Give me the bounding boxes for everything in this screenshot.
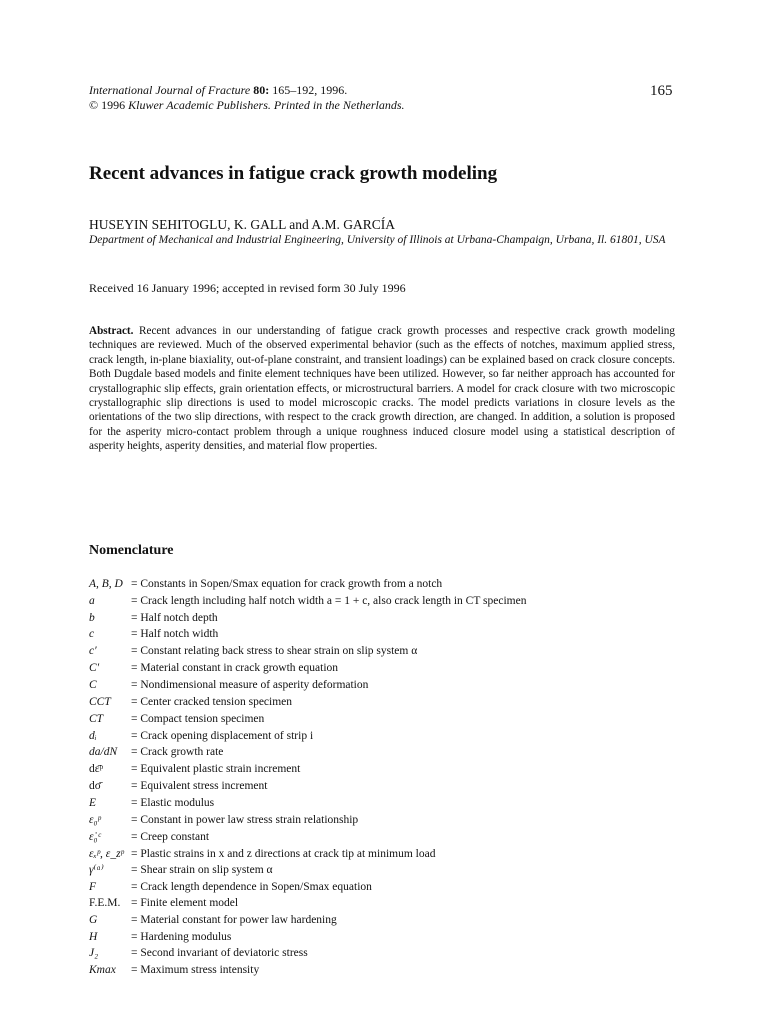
journal-pages-year: 165–192, 1996. [272, 83, 348, 97]
nomenclature-symbol: a [89, 595, 95, 607]
nomenclature-definition: = Hardening modulus [131, 931, 232, 943]
nomenclature-symbol: CT [89, 713, 104, 725]
received-dates: Received 16 January 1996; accepted in revised form 30 July 1996 [89, 281, 406, 295]
nomenclature-definition: = Crack opening displacement of strip i [131, 730, 314, 742]
nomenclature-symbol: εₓᵖ, ε_zᵖ [89, 848, 124, 860]
nomenclature-symbol: J₂ [89, 947, 99, 959]
copyright: © 1996 [89, 98, 126, 112]
nomenclature-definition: = Constant in power law stress strain relationship [131, 814, 359, 826]
page-number: 165 [650, 83, 673, 99]
nomenclature-definition: = Constant relating back stress to shear strain on slip system α [131, 645, 418, 657]
nomenclature-definition: = Equivalent stress increment [131, 780, 268, 792]
nomenclature-definition: = Half notch width [131, 628, 219, 640]
nomenclature-definition: = Crack length dependence in Sopen/Smax equation [131, 881, 372, 893]
paper-title: Recent advances in fatigue crack growth modeling [89, 163, 498, 184]
nomenclature-symbol: Kmax [89, 964, 116, 976]
nomenclature-definition: = Finite element model [131, 897, 239, 909]
nomenclature-definition: = Crack growth rate [131, 746, 224, 758]
nomenclature-symbol: C [89, 679, 97, 691]
nomenclature-definition: = Constants in Sopen/Smax equation for crack growth from a notch [131, 578, 443, 590]
nomenclature-definition: = Elastic modulus [131, 797, 215, 809]
nomenclature-symbol: dε̄ᵖ [89, 763, 104, 775]
nomenclature-symbol: b [89, 612, 95, 624]
nomenclature-heading: Nomenclature [89, 543, 174, 558]
nomenclature-symbol: F [89, 881, 97, 893]
nomenclature-symbol: dσ̄ [89, 780, 101, 792]
nomenclature-definition: = Material constant in crack growth equation [131, 662, 339, 674]
journal-citation [89, 83, 405, 113]
nomenclature-symbol: da/dN [89, 746, 118, 758]
affiliation: Department of Mechanical and Industrial Engineering, University of Illinois at Urbana-Champaign, Urbana, Il. 61801, USA [89, 234, 666, 246]
nomenclature-symbol: dᵢ [89, 730, 97, 742]
nomenclature-definition: = Half notch depth [131, 612, 218, 624]
nomenclature-symbol: F.E.M. [89, 897, 121, 909]
nomenclature-definition: = Crack length including half notch width a = 1 + c, also crack length in CT specimen [131, 595, 527, 607]
nomenclature-symbol: ε₀ᵖ [89, 814, 101, 826]
nomenclature-symbol: E [89, 797, 97, 809]
authors: HUSEYIN SEHITOGLU, K. GALL and A.M. GARCÍA [89, 217, 395, 232]
journal-volume: 80: [253, 83, 270, 97]
journal-line-1 [89, 83, 405, 98]
nomenclature-definition: = Plastic strains in x and z directions at crack tip at minimum load [131, 848, 436, 860]
nomenclature-definition: = Shear strain on slip system α [131, 864, 273, 876]
nomenclature-symbol: A, B, D [89, 578, 123, 590]
nomenclature-symbol: ε̇₀ᶜ [89, 831, 101, 843]
nomenclature-definition: = Material constant for power law hardening [131, 914, 337, 926]
nomenclature-definition: = Second invariant of deviatoric stress [131, 947, 308, 959]
abstract-label: Abstract. [89, 325, 134, 337]
nomenclature-symbol: C′ [89, 662, 100, 674]
journal-name: International Journal of Fracture [89, 83, 251, 97]
nomenclature-symbol: c′ [89, 645, 97, 657]
nomenclature-symbol: G [89, 914, 98, 926]
nomenclature-definition: = Nondimensional measure of asperity deformation [131, 679, 369, 691]
nomenclature-definition: = Creep constant [131, 831, 210, 843]
journal-line-2 [89, 98, 405, 113]
publisher: Kluwer Academic Publishers. Printed in the Netherlands. [128, 98, 405, 112]
nomenclature-definition: = Equivalent plastic strain increment [131, 763, 301, 775]
nomenclature-symbol: c [89, 628, 95, 640]
abstract [89, 324, 675, 454]
abstract-text: Recent advances in our understanding of fatigue crack growth processes and respective crack growth modeling techniques are reviewed. Much of the observed experimental behavior (such as the effects of notches, maximum applied stress, crack length, in-plane biaxiality, out-of-plane constraint, and transient loadings) can be explained based on crack closure concepts. Both Dugdale based models and finite element techniques have been utilized. However, so far neither approach has accounted for crystallographic slip effects, grain orientation effects, or microstructural barriers. A model for crack closure with two microscopic crystallographic slip directions is used to model microscopic cracks. The model predicts variations in closure levels as the orientations of the two slip directions, with respect to the crack growth direction, are changed. In addition, a solution is proposed for the asperity micro-contact problem through a unique roughness induced closure model using a statistical description of asperity heights, asperity densities, and material flow properties. [89, 325, 675, 453]
nomenclature-symbol: γ⁽ᵅ⁾ [89, 864, 104, 876]
nomenclature-definition: = Maximum stress intensity [131, 964, 260, 976]
nomenclature-definition: = Compact tension specimen [131, 713, 265, 725]
nomenclature-definition: = Center cracked tension specimen [131, 696, 293, 708]
nomenclature-symbol: H [89, 931, 98, 943]
nomenclature-symbol: CCT [89, 696, 111, 708]
